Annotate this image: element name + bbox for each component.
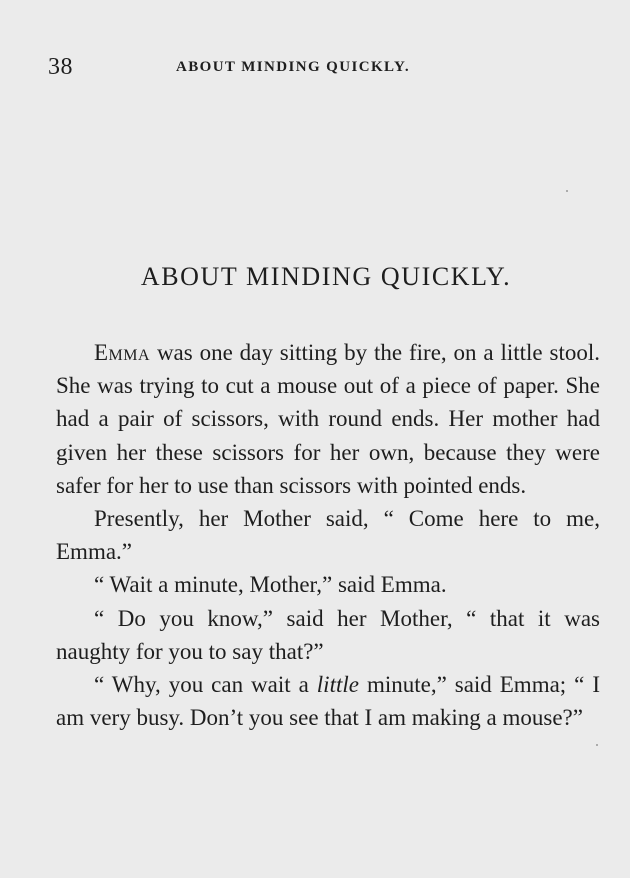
opening-word: Emma — [94, 340, 151, 365]
running-head — [48, 54, 608, 80]
body-text — [56, 336, 600, 734]
running-title: ABOUT MINDING QUICKLY. — [176, 59, 411, 75]
paragraph-2: Presently, her Mother said, “ Come here to me, Emma.” — [56, 506, 600, 565]
paragraph-1 — [56, 336, 600, 502]
page-number: 38 — [48, 54, 73, 80]
paper-speck — [596, 744, 598, 746]
paragraph-1-text: was one day sitting by the fire, on a little stool. She was trying to cut a mouse out of a piece of paper. She had a pair of scissors, with round ends. Her mother had given her these scissors for her own, because they were safer for her to use than scissors with pointed ends. — [56, 340, 600, 498]
paragraph-5-text-after: minute,” said Emma; “ I am very busy. Don’t you see that I am making a mouse?” — [56, 672, 600, 731]
chapter-title: ABOUT MINDING QUICKLY. — [140, 262, 512, 291]
paper-speck — [566, 190, 568, 192]
emphasized-word: little — [316, 672, 359, 698]
paragraph-4: “ Do you know,” said her Mother, “ that it was naughty for you to say that?” — [56, 605, 600, 664]
paragraph-5-text-before: “ Why, you can wait a — [94, 672, 317, 698]
paragraph-3: “ Wait a minute, Mother,” said Emma. — [94, 572, 447, 598]
paragraph-5 — [56, 668, 600, 734]
